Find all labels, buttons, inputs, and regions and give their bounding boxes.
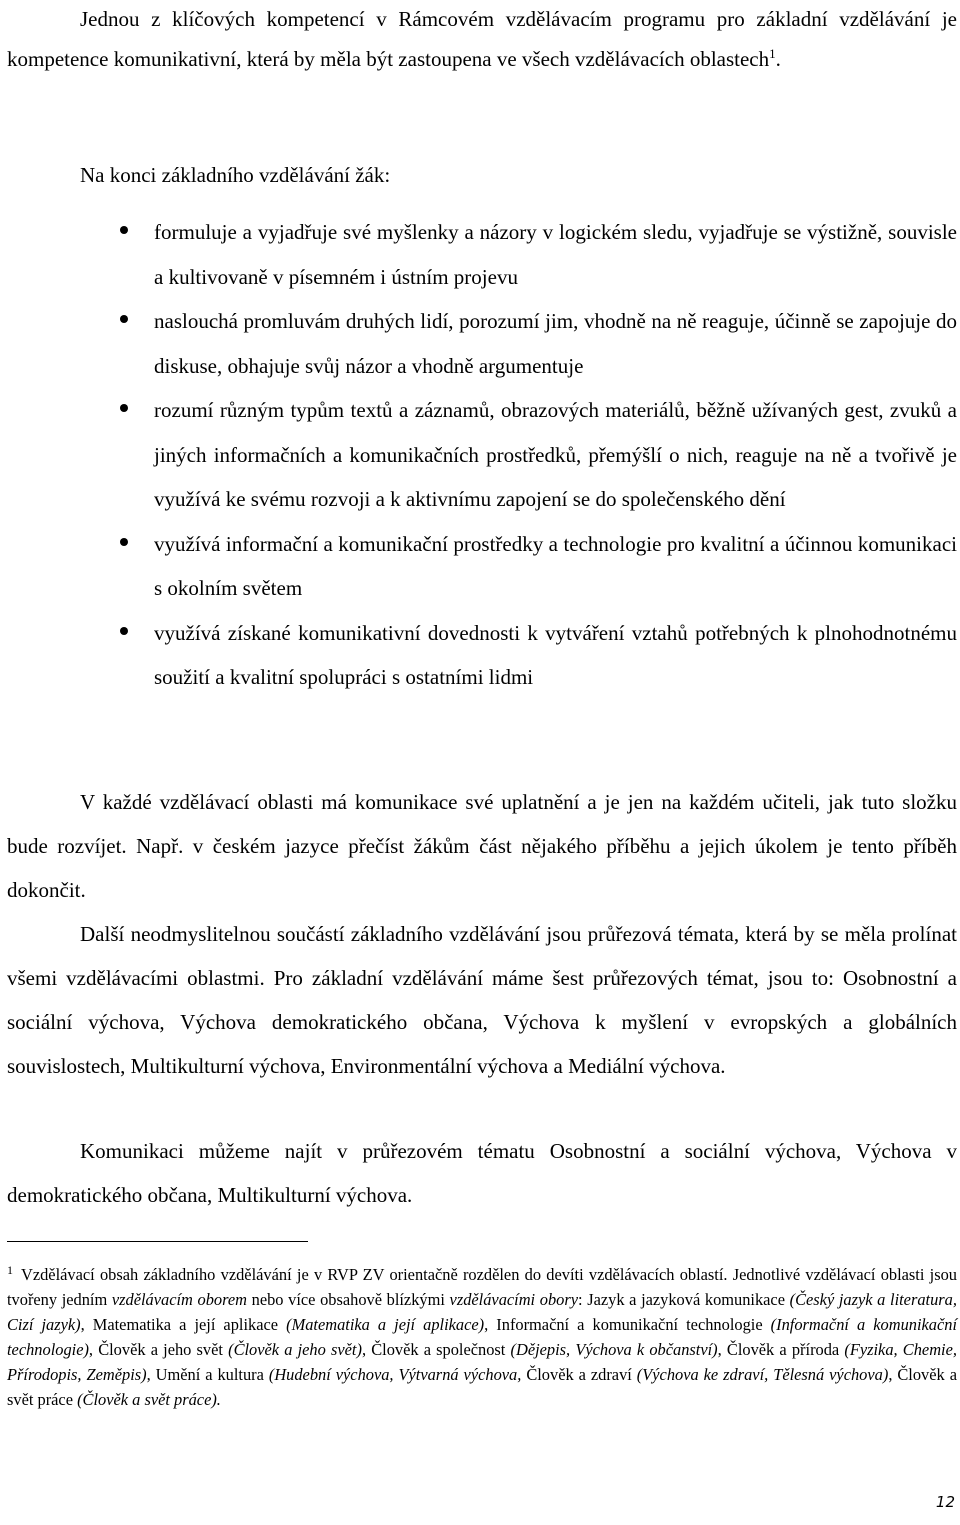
footnote-italic: (Člověk a svět práce).	[77, 1390, 221, 1409]
bullet-icon	[120, 315, 128, 323]
footnote-italic: (Matematika a její aplikace)	[286, 1315, 485, 1334]
footnote-italic: vzdělávacím oborem	[111, 1290, 247, 1309]
footnote-text: : Jazyk a jazyková komunikace	[578, 1290, 785, 1309]
paragraph-communication-topics	[7, 1129, 957, 1217]
paragraph-text: V každé vzdělávací oblasti má komunikace své uplatnění a je jen na každém učiteli, jak tuto složku bude rozvíjet. Např. v českém jazyce přečíst žákům část nějakého příběhu a jejich úkolem je tento příběh dokončit.	[7, 790, 957, 902]
footnote-text: , Umění a kultura	[146, 1365, 264, 1384]
footnote-text: , Člověk a společnost	[361, 1340, 506, 1359]
list-item-text: formuluje a vyjadřuje své myšlenky a názory v logickém sledu, vyjadřuje se výstižně, souvisle a kultivovaně v písemném i ústním projevu	[154, 220, 957, 289]
footnote-text: , Člověk a příroda	[717, 1340, 840, 1359]
bullet-icon	[120, 404, 128, 412]
intro-text: Jednou z klíčových kompetencí v Rámcovém vzdělávacím programu pro základní vzdělávání je kompetence komunikativní, která by měla být zastoupena ve všech vzdělávacích oblastech	[7, 7, 957, 71]
bullet-icon	[120, 538, 128, 546]
footnote-separator	[7, 1241, 308, 1242]
page-number: 12	[935, 1493, 955, 1511]
intro-paragraph	[7, 0, 957, 79]
bullet-icon	[120, 627, 128, 635]
list-item	[0, 611, 957, 700]
footnote-italic: (Člověk a jeho svět)	[228, 1340, 362, 1359]
footnote-italic: (Informační a komunikační technologie)	[7, 1315, 958, 1359]
list-lead: Na konci základního vzdělávání žák:	[80, 163, 391, 187]
list-item	[0, 388, 957, 522]
footnote-text: , Člověk a svět práce	[7, 1365, 957, 1409]
footnote-italic: (Fyzika, Chemie, Přírodopis, Zeměpis)	[7, 1340, 957, 1384]
footnote-reference[interactable]: 1	[769, 46, 776, 61]
list-item	[0, 299, 957, 388]
footnote-italic: vzdělávacími obory	[449, 1290, 578, 1309]
footnote-text: Člověk a zdraví	[526, 1365, 632, 1384]
footnote-italic: (Dějepis, Výchova k občanství)	[510, 1340, 718, 1359]
list-item-text: využívá informační a komunikační prostředky a technologie pro kvalitní a účinnou komunikaci s okolním světem	[154, 531, 957, 600]
list-item-text: naslouchá promluvám druhých lidí, porozumí jim, vhodně na ně reaguje, účinně se zapojuje do diskuse, obhajuje svůj názor a vhodně argumentuje	[154, 309, 957, 378]
intro-end: .	[775, 47, 781, 71]
footnote-text: Vzdělávací obsah základního vzdělávání je v RVP ZV orientačně rozdělen do devíti vzdělávacích oblastí. Jednotlivé vzdělávací oblasti jsou tvořeny jedním	[7, 1265, 957, 1309]
list-item-text: využívá získané komunikativní dovednosti k vytváření vztahů potřebných k plnohodnotnému soužití a kvalitní spolupráci s ostatními lidmi	[154, 620, 957, 689]
footnote-text: , Člověk a jeho svět	[88, 1340, 223, 1359]
footnote-text: nebo více obsahově blízkými	[251, 1290, 445, 1309]
paragraph-text: Další neodmyslitelnou součástí základního vzdělávání jsou průřezová témata, která by se měla prolínat všemi vzdělávacími oblastmi. Pro základní vzdělávání máme šest průřezových témat, jsou to: Osobnostní a sociální výchova, Výchova demokratického občana, Výchova k myšlení v evropských a globálních souvislostech, Multikulturní výchova, Environmentální výchova a Mediální výchova.	[7, 922, 957, 1078]
paragraph-communication	[7, 780, 957, 912]
footnote-text: , Matematika a její aplikace	[80, 1315, 279, 1334]
bullet-icon	[120, 226, 128, 234]
paragraph-cross-topics	[7, 912, 957, 1088]
footnote-italic: (Hudební výchova, Výtvarná výchova,	[268, 1365, 522, 1384]
footnote-text: , Informační a komunikační technologie	[484, 1315, 763, 1334]
footnote-number: 1	[7, 1262, 13, 1277]
footnote	[7, 1262, 957, 1412]
list-item-text: rozumí různým typům textů a záznamů, obrazových materiálů, běžně užívaných gest, zvuků a jiných informačních a komunikačních prostředků, přemýšlí o nich, reaguje na ně a tvořivě je využívá ke svému rozvoji a k aktivnímu zapojení se do společenského dění	[154, 398, 957, 511]
competence-list	[0, 210, 957, 700]
footnote-italic: (Český jazyk a literatura, Cizí jazyk)	[7, 1290, 957, 1334]
list-item	[0, 522, 957, 611]
footnote-italic: (Výchova ke zdraví, Tělesná výchova)	[636, 1365, 889, 1384]
list-item	[0, 210, 957, 299]
paragraph-text: Komunikaci můžeme najít v průřezovém tématu Osobnostní a sociální výchova, Výchova v demokratického občana, Multikulturní výchova.	[7, 1139, 957, 1207]
